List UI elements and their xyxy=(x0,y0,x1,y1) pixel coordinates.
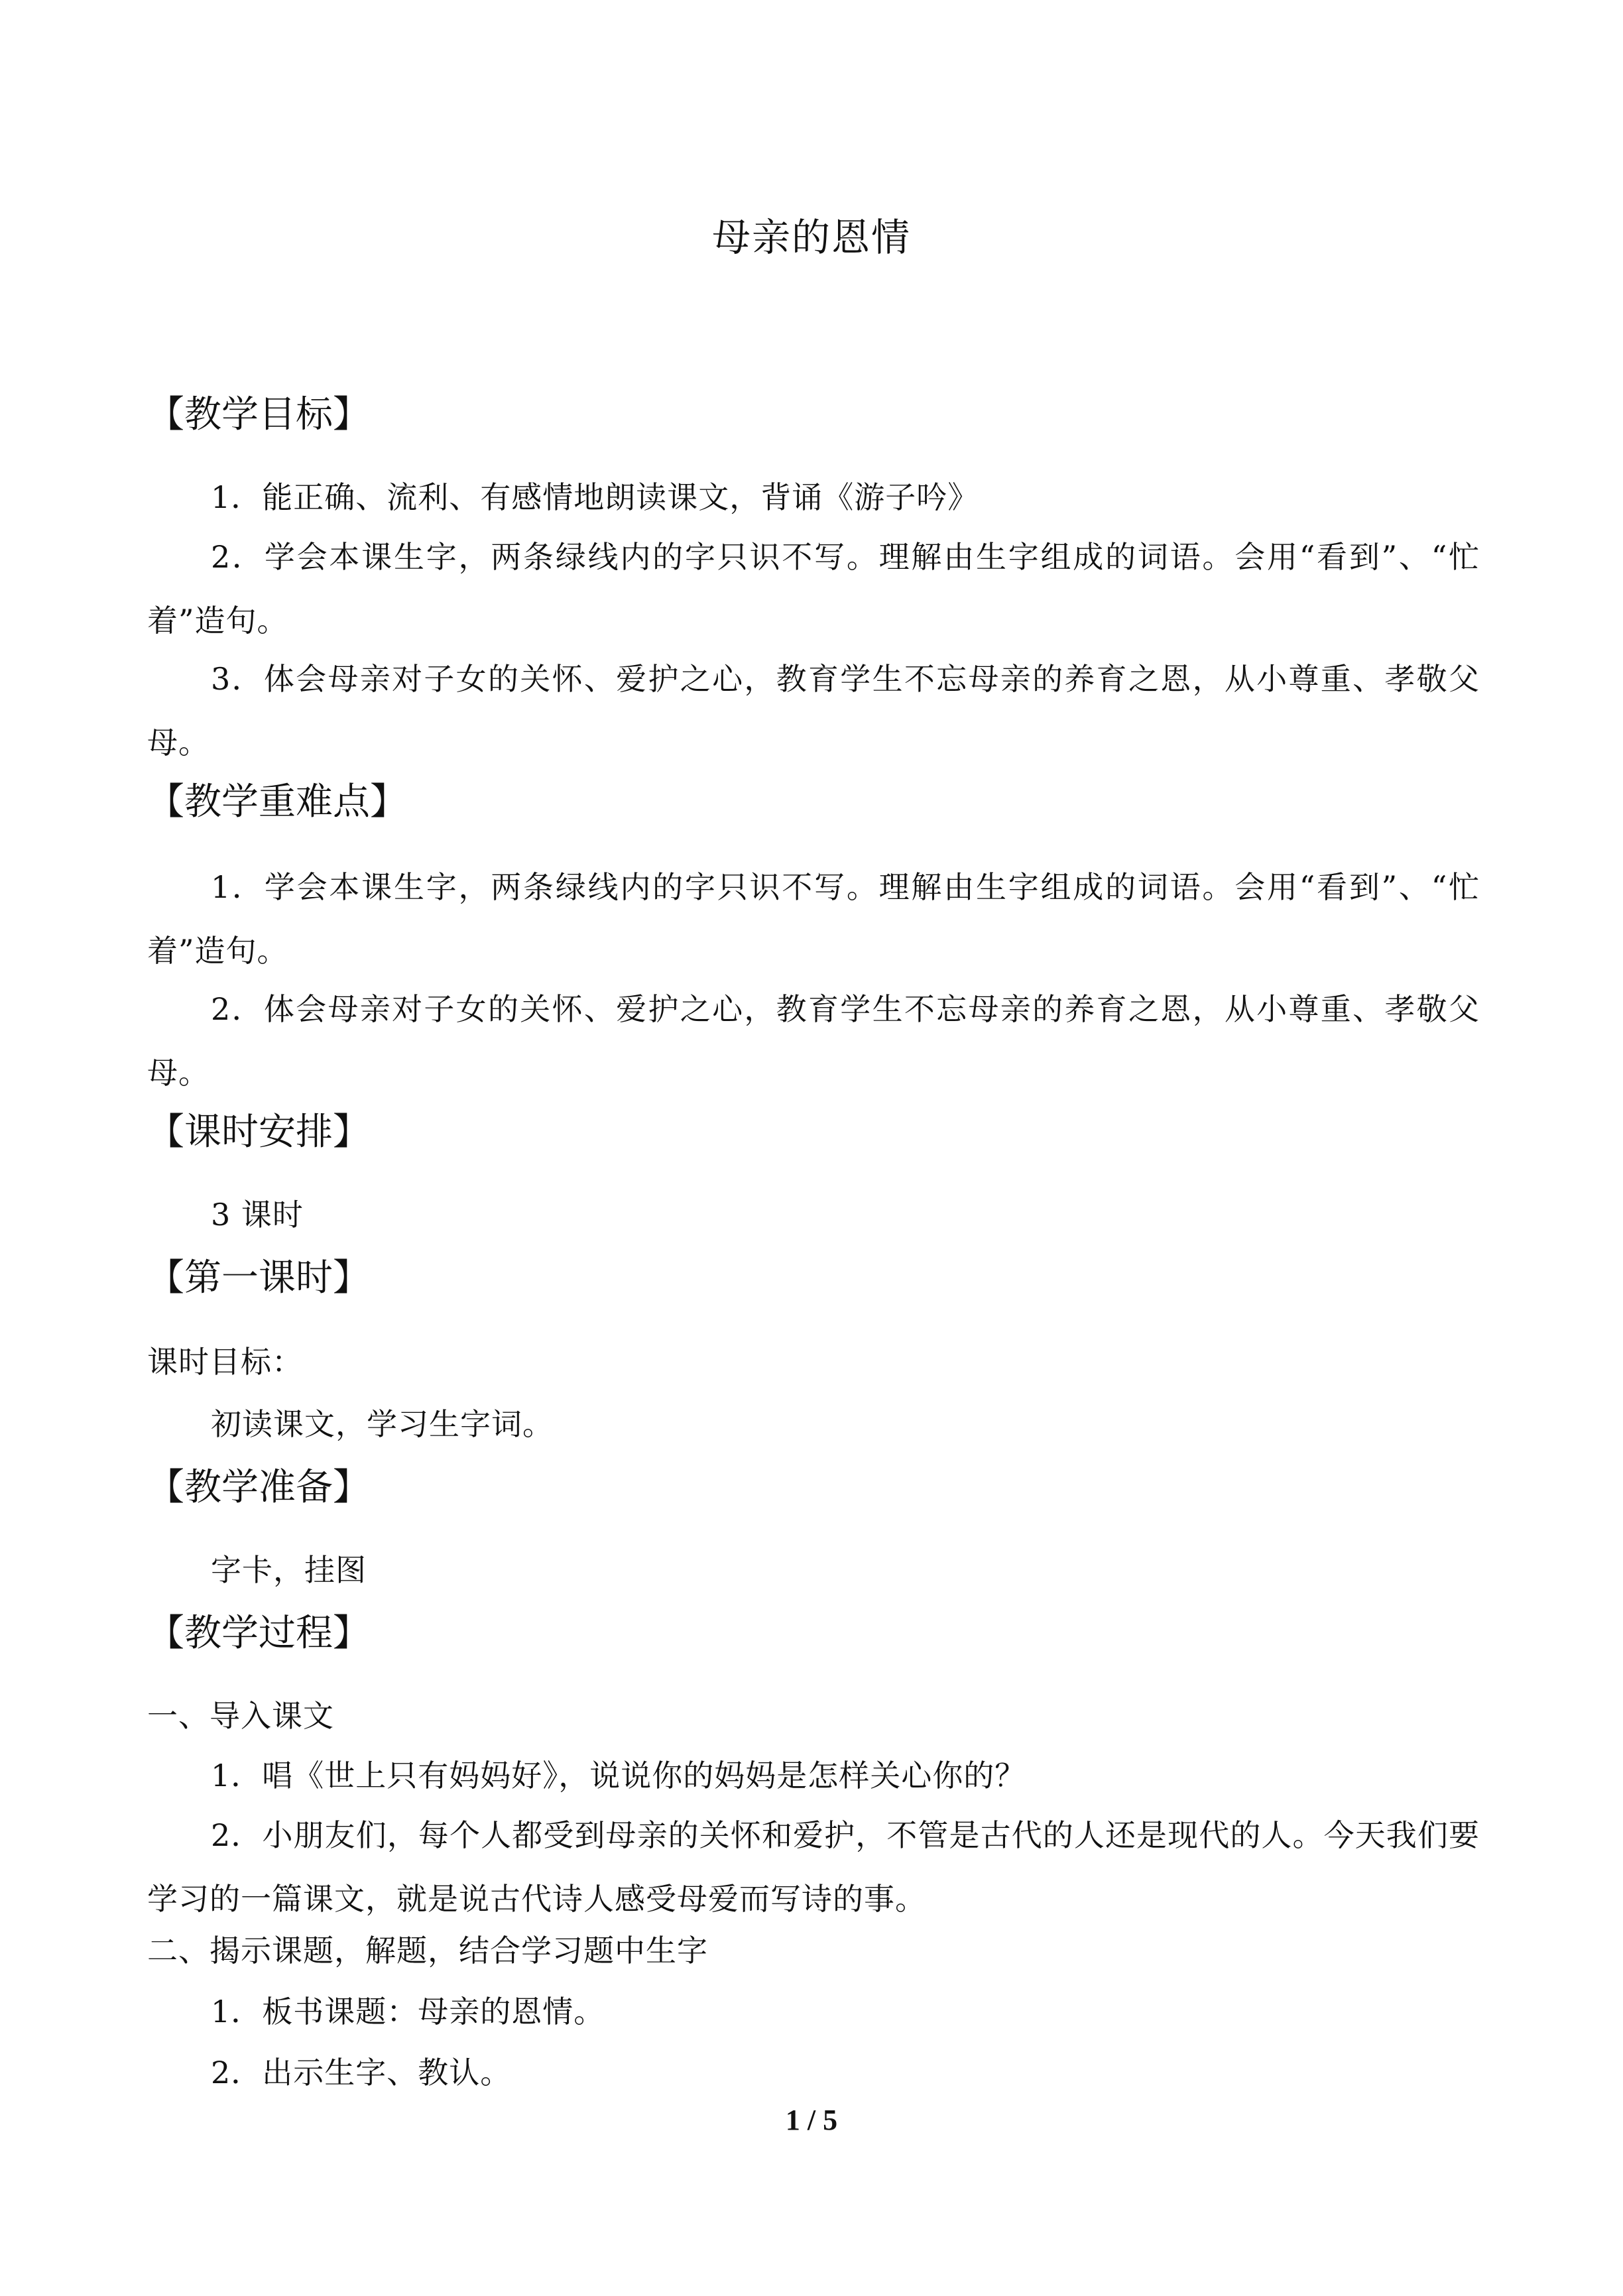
goals-item-2: 2．学会本课生字，两条绿线内的字只识不写。理解由生字组成的词语。会用“看到”、“忙着”造句。 xyxy=(147,539,1480,638)
section-heading-process: 【教学过程】 xyxy=(147,1612,370,1655)
document-title: 母亲的恩情 xyxy=(711,215,911,260)
process-step1-item-2: 2．小朋友们，每个人都受到母亲的关怀和爱护，不管是古代的人还是现代的人。今天我们要学习的一篇课文，就是说古代诗人感受母爱而写诗的事。 xyxy=(147,1817,1480,1917)
process-step2-item-1: 1．板书课题：母亲的恩情。 xyxy=(211,1994,605,2029)
goals-item-1: 1．能正确、流利、有感情地朗读课文，背诵《游子吟》 xyxy=(211,479,979,515)
lesson1-text: 初读课文，学习生字词。 xyxy=(211,1406,554,1442)
prep-text: 字卡，挂图 xyxy=(211,1552,367,1588)
section-heading-lesson1: 【第一课时】 xyxy=(147,1256,370,1299)
process-step2-item-2: 2．出示生字、教认。 xyxy=(211,2055,512,2090)
section-heading-key-points: 【教学重难点】 xyxy=(147,780,407,823)
schedule-text: 3 课时 xyxy=(211,1197,304,1233)
page-number: 1 / 5 xyxy=(785,2104,838,2136)
section-heading-prep: 【教学准备】 xyxy=(147,1466,370,1509)
key-points-item-2: 2．体会母亲对子女的关怀、爱护之心，教育学生不忘母亲的养育之恩，从小尊重、孝敬父母。 xyxy=(147,991,1480,1091)
section-heading-goals: 【教学目标】 xyxy=(147,393,370,436)
process-step1-title: 一、导入课文 xyxy=(147,1698,334,1734)
lesson1-label: 课时目标： xyxy=(147,1344,303,1380)
key-points-item-1: 1．学会本课生字，两条绿线内的字只识不写。理解由生字组成的词语。会用“看到”、“忙着”造句。 xyxy=(147,869,1480,969)
goals-item-3: 3．体会母亲对子女的关怀、爱护之心，教育学生不忘母亲的养育之恩，从小尊重、孝敬父母。 xyxy=(147,661,1480,760)
process-step2-title: 二、揭示课题，解题，结合学习题中生字 xyxy=(147,1933,708,1968)
section-heading-schedule: 【课时安排】 xyxy=(147,1111,370,1154)
process-step1-item-1: 1．唱《世上只有妈妈好》，说说你的妈妈是怎样关心你的？ xyxy=(211,1758,1026,1793)
